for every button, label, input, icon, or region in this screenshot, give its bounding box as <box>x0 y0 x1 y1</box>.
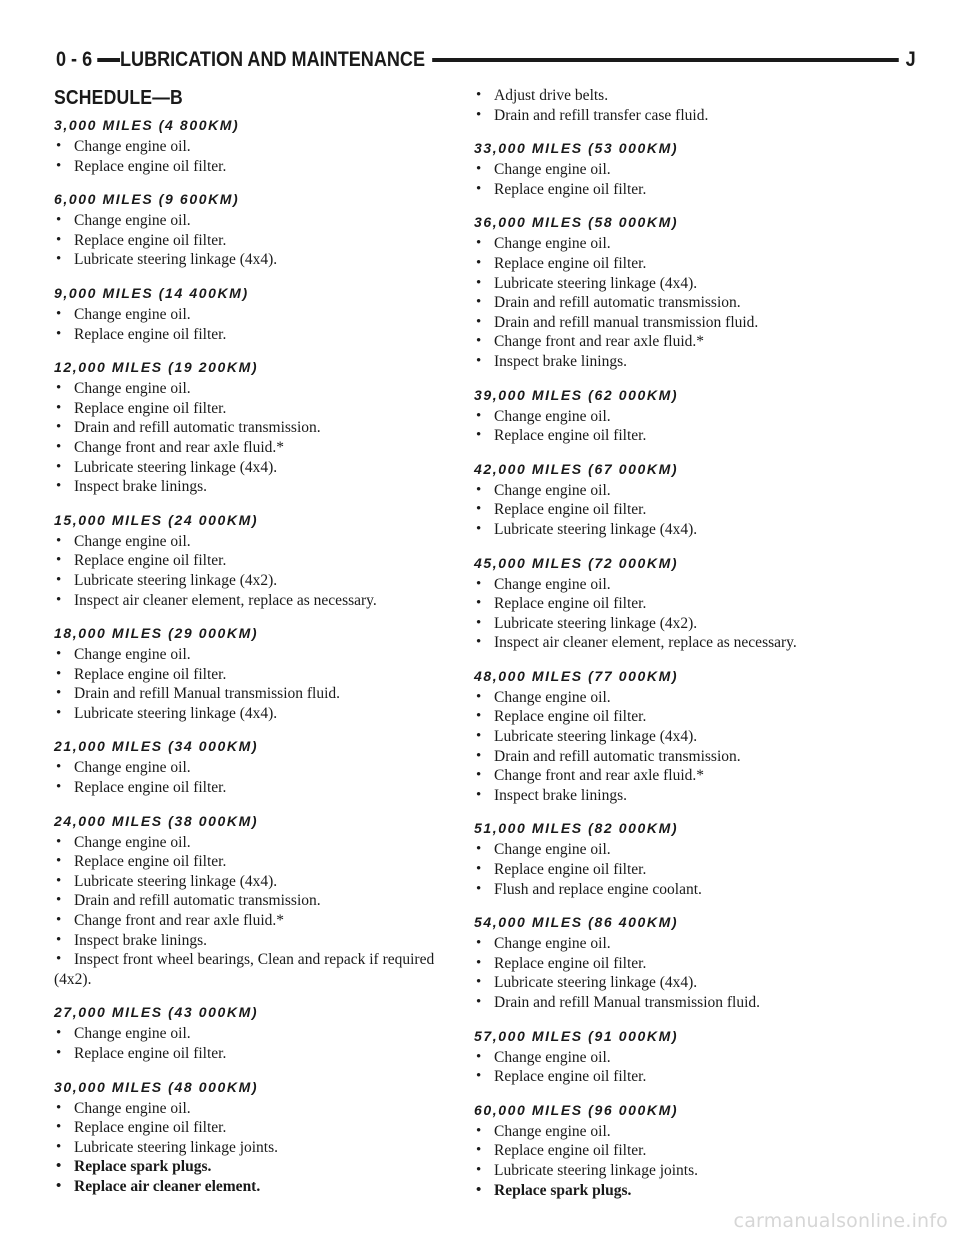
bullet-icon: • <box>476 427 482 444</box>
bullet-icon: • <box>56 325 62 342</box>
maintenance-item <box>474 86 884 106</box>
bullet-icon: • <box>476 767 482 784</box>
interval-heading: 18,000 MILES (29 000KM) <box>54 625 259 642</box>
maintenance-item <box>474 840 884 860</box>
item-text: Replace engine oil filter. <box>74 853 227 871</box>
maintenance-item <box>474 332 884 352</box>
bullet-icon: • <box>56 478 62 495</box>
bullet-icon: • <box>56 305 62 322</box>
bullet-icon: • <box>476 728 482 745</box>
maintenance-item <box>474 973 884 993</box>
item-text: Change engine oil. <box>494 1122 611 1140</box>
item-text: Change front and rear axle fluid.* <box>494 767 705 785</box>
bullet-icon: • <box>56 759 62 776</box>
interval-heading: 45,000 MILES (72 000KM) <box>474 554 679 571</box>
interval-group <box>474 86 884 125</box>
maintenance-item <box>54 532 464 552</box>
maintenance-item <box>474 954 884 974</box>
maintenance-item <box>54 1099 464 1119</box>
item-text: Replace spark plugs. <box>74 1158 212 1176</box>
item-text: Drain and refill manual transmission fluid. <box>494 313 759 331</box>
interval-group <box>54 511 464 610</box>
maintenance-item <box>474 254 884 274</box>
left-column <box>54 86 464 1197</box>
bullet-icon: • <box>476 1161 482 1178</box>
interval-heading: 21,000 MILES (34 000KM) <box>54 738 259 755</box>
interval-heading: 24,000 MILES (38 000KM) <box>54 812 259 829</box>
bullet-icon: • <box>56 951 62 968</box>
item-text: Lubricate steering linkage (4x4). <box>494 520 698 538</box>
bullet-icon: • <box>56 251 62 268</box>
bullet-icon: • <box>56 458 62 475</box>
bullet-icon: • <box>476 614 482 631</box>
item-text: Change engine oil. <box>494 235 611 253</box>
section-letter: J <box>899 46 916 74</box>
interval-heading: 30,000 MILES (48 000KM) <box>54 1078 259 1095</box>
bullet-icon: • <box>476 481 482 498</box>
item-text: Inspect brake linings. <box>494 786 628 804</box>
interval-group <box>474 819 884 899</box>
interval-group <box>54 812 464 990</box>
maintenance-item <box>54 137 464 157</box>
item-text: Change engine oil. <box>494 1048 611 1066</box>
bullet-icon: • <box>476 841 482 858</box>
item-text: Lubricate steering linkage (4x4). <box>74 251 278 269</box>
bullet-icon: • <box>56 138 62 154</box>
maintenance-item <box>474 633 884 653</box>
item-text: Drain and refill Manual transmission fluid. <box>494 994 761 1011</box>
bullet-icon: • <box>56 931 62 948</box>
bullet-icon: • <box>476 407 482 424</box>
maintenance-item <box>474 1067 884 1087</box>
bullet-icon: • <box>56 1138 62 1155</box>
watermark: carmanualsonline.info <box>733 1210 948 1232</box>
maintenance-item <box>54 758 464 778</box>
maintenance-item <box>54 891 464 911</box>
item-text: Flush and replace engine coolant. <box>494 880 702 898</box>
item-text: Change engine oil. <box>74 1099 191 1117</box>
bullet-icon: • <box>56 552 62 569</box>
maintenance-item <box>54 571 464 591</box>
maintenance-item <box>54 305 464 325</box>
item-text: Replace engine oil filter. <box>494 501 647 519</box>
maintenance-item <box>54 379 464 399</box>
interval-group <box>474 1027 884 1087</box>
page-number: 0 - 6 <box>56 46 97 74</box>
bullet-icon: • <box>476 1048 482 1065</box>
item-text: Replace engine oil filter. <box>74 325 227 343</box>
interval-group <box>474 554 884 653</box>
bullet-icon: • <box>476 313 482 330</box>
bullet-icon: • <box>56 685 62 702</box>
interval-heading: 51,000 MILES (82 000KM) <box>474 820 679 837</box>
interval-heading: 33,000 MILES (53 000KM) <box>474 140 679 157</box>
interval-group <box>474 460 884 540</box>
maintenance-item <box>474 993 884 1013</box>
maintenance-item <box>474 234 884 254</box>
item-text: Replace engine oil filter. <box>74 1045 227 1062</box>
bullet-icon: • <box>56 779 62 796</box>
interval-heading: 42,000 MILES (67 000KM) <box>474 460 679 477</box>
item-text: Lubricate steering linkage (4x4). <box>494 974 698 992</box>
item-text: Inspect air cleaner element, replace as necessary. <box>74 591 377 609</box>
maintenance-item <box>54 458 464 478</box>
bullet-icon: • <box>476 501 482 518</box>
maintenance-item <box>474 274 884 294</box>
left-schedule-groups <box>54 116 464 1197</box>
bullet-icon: • <box>476 254 482 271</box>
interval-group <box>54 358 464 497</box>
maintenance-item <box>474 727 884 747</box>
interval-group <box>54 624 464 723</box>
interval-group <box>474 213 884 371</box>
maintenance-item <box>54 591 464 611</box>
maintenance-item <box>54 645 464 665</box>
interval-heading: 36,000 MILES (58 000KM) <box>474 214 679 231</box>
bullet-icon: • <box>476 1181 482 1198</box>
item-text: Lubricate steering linkage joints. <box>74 1138 279 1156</box>
interval-group <box>54 284 464 344</box>
maintenance-item <box>54 250 464 270</box>
maintenance-item <box>54 1024 464 1044</box>
maintenance-item <box>474 880 884 900</box>
item-text: Change engine oil. <box>74 833 191 851</box>
item-text: Change engine oil. <box>494 841 611 859</box>
bullet-icon: • <box>56 912 62 929</box>
page-header <box>56 46 916 74</box>
bullet-icon: • <box>476 1142 482 1159</box>
item-text: Change engine oil. <box>74 380 191 398</box>
maintenance-item <box>474 594 884 614</box>
bullet-icon: • <box>56 591 62 608</box>
item-text: Drain and refill automatic transmission. <box>74 419 321 437</box>
bullet-icon: • <box>56 1025 62 1042</box>
bullet-icon: • <box>56 646 62 663</box>
bullet-icon: • <box>476 595 482 612</box>
item-text: Replace engine oil filter. <box>494 954 647 972</box>
maintenance-item <box>54 438 464 458</box>
bullet-icon: • <box>56 665 62 682</box>
item-text: Change front and rear axle fluid.* <box>74 438 285 456</box>
maintenance-item <box>54 1118 464 1138</box>
maintenance-item <box>54 418 464 438</box>
item-text: Lubricate steering linkage joints. <box>494 1161 699 1179</box>
maintenance-item <box>474 520 884 540</box>
maintenance-item <box>474 500 884 520</box>
section-title: LUBRICATION AND MAINTENANCE <box>120 46 432 74</box>
interval-heading: 6,000 MILES (9 600KM) <box>54 191 240 208</box>
item-text: Replace engine oil filter. <box>494 1142 647 1160</box>
interval-heading: 57,000 MILES (91 000KM) <box>474 1027 679 1044</box>
interval-heading: 15,000 MILES (24 000KM) <box>54 511 259 528</box>
interval-heading: 54,000 MILES (86 400KM) <box>474 914 679 931</box>
interval-heading: 60,000 MILES (96 000KM) <box>474 1101 679 1118</box>
bullet-icon: • <box>476 954 482 971</box>
item-text: Change engine oil. <box>494 688 611 706</box>
item-text: Change engine oil. <box>74 532 191 550</box>
bullet-icon: • <box>476 861 482 878</box>
item-text: Lubricate steering linkage (4x4). <box>74 872 278 890</box>
bullet-icon: • <box>56 231 62 248</box>
maintenance-item <box>54 1177 464 1197</box>
maintenance-item <box>474 1122 884 1142</box>
item-text: Replace engine oil filter. <box>494 595 647 613</box>
item-text: Change engine oil. <box>74 759 191 777</box>
bullet-icon: • <box>476 274 482 291</box>
maintenance-item <box>474 707 884 727</box>
maintenance-item <box>474 860 884 880</box>
bullet-icon: • <box>476 106 482 123</box>
schedule-title: SCHEDULE—B <box>54 87 183 109</box>
maintenance-item <box>54 778 464 798</box>
maintenance-item <box>474 786 884 806</box>
maintenance-item <box>54 931 464 951</box>
bullet-icon: • <box>476 520 482 537</box>
interval-heading: 27,000 MILES (43 000KM) <box>54 1004 259 1021</box>
interval-group <box>54 737 464 797</box>
item-text: Replace engine oil filter. <box>74 665 227 683</box>
interval-heading: 48,000 MILES (77 000KM) <box>474 667 679 684</box>
maintenance-item <box>474 688 884 708</box>
maintenance-item <box>54 872 464 892</box>
bullet-icon: • <box>476 235 482 252</box>
item-text: Drain and refill automatic transmission. <box>494 747 741 765</box>
bullet-icon: • <box>56 380 62 397</box>
bullet-icon: • <box>476 688 482 705</box>
maintenance-item <box>54 157 464 177</box>
bullet-icon: • <box>56 704 62 721</box>
item-text: Replace engine oil filter. <box>74 399 227 417</box>
bullet-icon: • <box>476 1068 482 1085</box>
interval-group <box>54 1078 464 1197</box>
maintenance-item <box>474 160 884 180</box>
bullet-icon: • <box>476 333 482 350</box>
bullet-icon: • <box>56 1158 62 1175</box>
item-text: Drain and refill automatic transmission. <box>494 294 741 312</box>
maintenance-item <box>54 852 464 872</box>
interval-group <box>474 913 884 1012</box>
item-text: Change engine oil. <box>494 161 611 179</box>
maintenance-item <box>474 747 884 767</box>
maintenance-item <box>474 407 884 427</box>
bullet-icon: • <box>476 935 482 952</box>
maintenance-item <box>54 1044 464 1064</box>
item-text: Replace engine oil filter. <box>494 427 647 445</box>
maintenance-item <box>474 934 884 954</box>
bullet-icon: • <box>476 352 482 369</box>
maintenance-item <box>54 477 464 497</box>
bullet-icon: • <box>56 532 62 549</box>
bullet-icon: • <box>476 786 482 803</box>
item-text: Inspect brake linings. <box>74 478 208 496</box>
item-text: Change engine oil. <box>494 575 611 593</box>
bullet-icon: • <box>56 1045 62 1061</box>
maintenance-item <box>54 911 464 931</box>
bullet-icon: • <box>476 974 482 991</box>
maintenance-item <box>474 293 884 313</box>
interval-group <box>54 116 464 176</box>
maintenance-item <box>54 704 464 724</box>
maintenance-item <box>54 684 464 704</box>
interval-group <box>54 190 464 270</box>
item-text: Replace engine oil filter. <box>74 157 227 175</box>
item-text: Replace engine oil filter. <box>494 1068 647 1086</box>
maintenance-item <box>54 211 464 231</box>
bullet-icon: • <box>56 1099 62 1116</box>
item-text: Replace engine oil filter. <box>74 1119 227 1137</box>
maintenance-item <box>54 399 464 419</box>
interval-heading: 9,000 MILES (14 400KM) <box>54 284 249 301</box>
item-text: Change engine oil. <box>494 407 611 425</box>
bullet-icon: • <box>476 180 482 197</box>
item-text: Change engine oil. <box>74 1025 191 1043</box>
bullet-icon: • <box>56 419 62 436</box>
item-text: Lubricate steering linkage (4x4). <box>494 728 698 746</box>
maintenance-item <box>54 665 464 685</box>
right-column <box>474 86 884 1200</box>
maintenance-item <box>474 313 884 333</box>
item-text: Change front and rear axle fluid.* <box>494 333 705 351</box>
maintenance-item <box>474 352 884 372</box>
item-text: Replace air cleaner element. <box>74 1177 261 1195</box>
item-text: Drain and refill Manual transmission fluid. <box>74 685 341 703</box>
maintenance-item <box>54 950 464 989</box>
item-text: Replace spark plugs. <box>494 1181 632 1199</box>
interval-group <box>474 139 884 199</box>
maintenance-item <box>474 180 884 200</box>
maintenance-item <box>474 1161 884 1181</box>
item-text: Drain and refill transfer case fluid. <box>494 106 709 124</box>
bullet-icon: • <box>476 634 482 651</box>
bullet-icon: • <box>476 994 482 1010</box>
item-text: Change engine oil. <box>74 138 191 155</box>
bullet-icon: • <box>476 880 482 897</box>
bullet-icon: • <box>56 438 62 455</box>
maintenance-item <box>474 575 884 595</box>
item-text: Replace engine oil filter. <box>494 254 647 272</box>
item-text: Replace engine oil filter. <box>74 779 227 797</box>
interval-heading: 3,000 MILES (4 800KM) <box>54 117 240 133</box>
item-text: Change engine oil. <box>494 935 611 953</box>
maintenance-item <box>54 833 464 853</box>
bullet-icon: • <box>56 571 62 588</box>
item-text: Change engine oil. <box>74 212 191 230</box>
interval-heading: 12,000 MILES (19 200KM) <box>54 359 259 376</box>
bullet-icon: • <box>56 399 62 416</box>
bullet-icon: • <box>56 853 62 870</box>
item-text: Inspect brake linings. <box>494 352 628 370</box>
item-text: Change engine oil. <box>494 481 611 499</box>
item-text: Lubricate steering linkage (4x4). <box>494 274 698 292</box>
item-text: Change front and rear axle fluid.* <box>74 912 285 930</box>
interval-group <box>474 1101 884 1200</box>
item-text: Replace engine oil filter. <box>494 708 647 726</box>
bullet-icon: • <box>56 833 62 850</box>
maintenance-item <box>474 1181 884 1201</box>
bullet-icon: • <box>476 87 482 103</box>
item-text: Inspect front wheel bearings, Clean and repack if required (4x2). <box>54 951 435 988</box>
maintenance-item <box>54 1157 464 1177</box>
maintenance-item <box>54 325 464 345</box>
bullet-icon: • <box>56 892 62 909</box>
item-text: Lubricate steering linkage (4x2). <box>74 571 278 589</box>
item-text: Adjust drive belts. <box>494 87 609 104</box>
maintenance-item <box>54 551 464 571</box>
interval-group <box>474 386 884 446</box>
maintenance-item <box>474 481 884 501</box>
item-text: Inspect air cleaner element, replace as necessary. <box>494 634 797 652</box>
item-text: Lubricate steering linkage (4x4). <box>74 458 278 476</box>
item-text: Change engine oil. <box>74 646 191 664</box>
bullet-icon: • <box>56 1177 62 1194</box>
maintenance-item <box>474 426 884 446</box>
bullet-icon: • <box>476 747 482 764</box>
item-text: Drain and refill automatic transmission. <box>74 892 321 910</box>
bullet-icon: • <box>476 1122 482 1139</box>
item-text: Change engine oil. <box>74 305 191 323</box>
maintenance-item <box>54 1138 464 1158</box>
bullet-icon: • <box>476 161 482 178</box>
item-text: Replace engine oil filter. <box>494 861 647 879</box>
bullet-icon: • <box>476 575 482 592</box>
maintenance-item <box>54 231 464 251</box>
maintenance-item <box>474 614 884 634</box>
item-text: Replace engine oil filter. <box>74 552 227 570</box>
interval-heading: 39,000 MILES (62 000KM) <box>474 386 679 403</box>
item-text: Inspect brake linings. <box>74 931 208 949</box>
bullet-icon: • <box>56 212 62 229</box>
item-text: Replace engine oil filter. <box>74 231 227 249</box>
maintenance-item <box>474 106 884 126</box>
bullet-icon: • <box>56 1119 62 1136</box>
right-schedule-groups <box>474 86 884 1200</box>
item-text: Lubricate steering linkage (4x2). <box>494 614 698 632</box>
bullet-icon: • <box>56 872 62 889</box>
bullet-icon: • <box>476 708 482 725</box>
item-text: Replace engine oil filter. <box>494 180 647 198</box>
bullet-icon: • <box>56 157 62 174</box>
maintenance-item <box>474 766 884 786</box>
bullet-icon: • <box>476 294 482 311</box>
interval-group <box>474 667 884 806</box>
maintenance-item <box>474 1141 884 1161</box>
maintenance-item <box>474 1048 884 1068</box>
item-text: Lubricate steering linkage (4x4). <box>74 704 278 722</box>
interval-group <box>54 1003 464 1063</box>
